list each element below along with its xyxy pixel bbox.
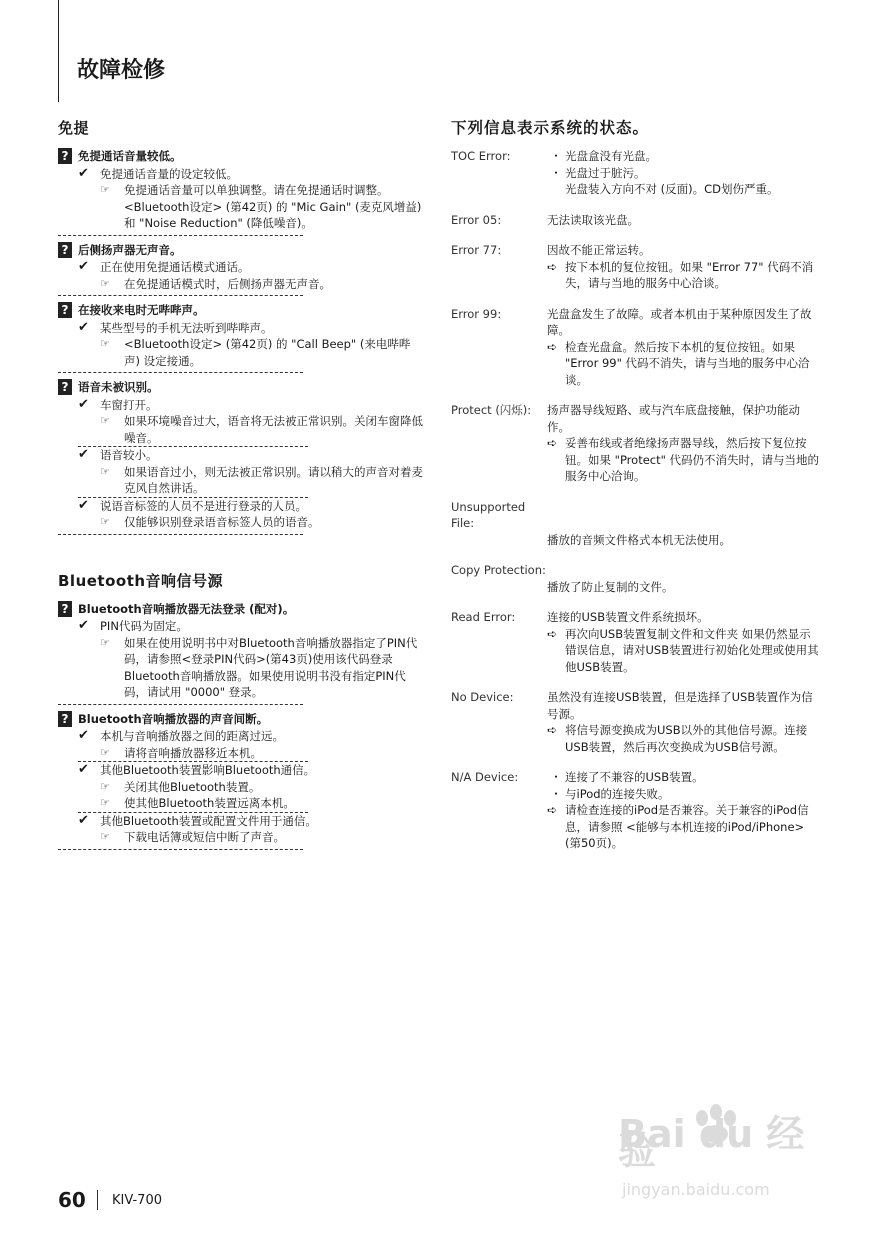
bullet-icon: ・ <box>550 165 562 180</box>
problem-heading <box>58 242 428 259</box>
problem-title: 免提通话音量较低。 <box>78 149 182 163</box>
problem-divider <box>58 531 303 535</box>
cause-row <box>58 728 428 745</box>
message-text: 光盘盒发生了故障。或者本机由于某种原因发生了故障。 <box>547 306 812 337</box>
hand-pointer-icon: ☞ <box>100 183 110 196</box>
remedy-text: 关闭其他Bluetooth装置。 <box>124 779 261 794</box>
question-icon: ? <box>58 379 72 395</box>
cause-text: 本机与音响播放器之间的距离过远。 <box>100 729 284 743</box>
problem-divider <box>58 846 303 850</box>
section-title-handsfree: 免提 <box>58 119 90 137</box>
cause-row <box>58 498 428 515</box>
remedy-text: 仅能够识别登录语音标签人员的语音。 <box>124 515 320 529</box>
problem-title: 在接收来电时无哔哔声。 <box>78 303 205 317</box>
cause-row <box>58 447 428 464</box>
question-icon: ? <box>58 601 72 617</box>
bullet-icon: ・ <box>550 149 562 163</box>
cause-text: 说语音标签的人员不是进行登录的人员。 <box>100 498 307 513</box>
status-message <box>451 609 821 675</box>
check-icon: ✔ <box>78 812 89 828</box>
status-message <box>451 242 821 292</box>
section-title-bluetooth-audio: Bluetooth音响信号源 <box>58 571 224 590</box>
remedy-text: 按下本机的复位按钮。如果 "Error 77" 代码不消失，请与当地的服务中心洽谈。 <box>565 259 814 290</box>
problem-title: Bluetooth音响播放器的声音间断。 <box>78 711 269 726</box>
question-icon: ? <box>58 302 72 318</box>
cause-text: 正在使用免提通话模式通话。 <box>100 260 250 274</box>
message-remedy <box>547 802 821 852</box>
remedy-text: 如果语音过小，则无法被正常识别。请以稍大的声音对着麦克风自然讲话。 <box>124 464 423 495</box>
hand-pointer-icon: ☞ <box>100 276 110 290</box>
cause-row <box>58 762 428 779</box>
bullet-text: 与iPod的连接失败。 <box>565 786 670 801</box>
message-code: Unsupported File: <box>451 499 526 530</box>
message-bullet <box>547 786 821 803</box>
bullet-text: 光盘过于脏污。 <box>565 165 646 180</box>
remedy-row <box>58 413 428 446</box>
message-text: 无法读取该光盘。 <box>547 212 639 227</box>
cause-row <box>58 320 428 337</box>
hand-pointer-icon: ☞ <box>100 414 110 427</box>
problem-divider <box>58 701 303 705</box>
message-text: 因故不能正常运转。 <box>547 243 651 257</box>
problem-item <box>58 242 428 297</box>
message-text: 光盘装入方向不对 (反面)。CD划伤严重。 <box>565 182 779 196</box>
problem-item <box>58 601 428 705</box>
status-message-list <box>451 148 821 852</box>
cause-row <box>58 618 428 635</box>
cause-text: 某些型号的手机无法听到哔哔声。 <box>100 320 273 335</box>
message-text: 播放的音频文件格式本机无法使用。 <box>547 532 731 547</box>
question-icon: ? <box>58 148 72 164</box>
status-message <box>451 402 821 485</box>
message-code: TOC Error: <box>451 149 511 163</box>
bullet-icon: ・ <box>550 786 562 801</box>
remedy-row <box>58 779 428 796</box>
message-code: No Device: <box>451 690 514 704</box>
check-icon: ✔ <box>78 319 89 335</box>
remedy-row <box>58 182 428 232</box>
problem-title: 语音未被识别。 <box>78 380 159 394</box>
check-icon: ✔ <box>78 762 89 777</box>
problem-heading <box>58 148 428 165</box>
hand-pointer-icon: ☞ <box>100 830 110 843</box>
problem-heading <box>58 601 428 618</box>
cause-row <box>58 397 428 414</box>
page-number: 60 <box>58 1188 86 1212</box>
remedy-text: 检查光盘盒。然后按下本机的复位按钮。如果 "Error 99" 代码不消失，请与当地的服务中心洽谈。 <box>565 339 810 387</box>
problem-item <box>58 379 428 535</box>
question-icon: ? <box>58 711 72 727</box>
arrow-icon: ➪ <box>547 803 558 817</box>
watermark-url: jingyan.baidu.com <box>622 1180 770 1199</box>
status-message <box>451 212 821 229</box>
section-title-system-status: 下列信息表示系统的状态。 <box>451 119 650 137</box>
problem-heading <box>58 302 428 319</box>
message-bullet <box>547 148 821 165</box>
remedy-row <box>58 514 428 531</box>
remedy-text: 如果环境噪音过大，语音将无法被正常识别。关闭车窗降低噪音。 <box>124 414 423 445</box>
check-icon: ✔ <box>78 728 89 743</box>
message-remedy <box>547 626 821 676</box>
handsfree-problem-list <box>58 148 428 535</box>
problem-divider <box>58 369 303 373</box>
status-message <box>451 562 821 595</box>
message-body <box>547 148 821 198</box>
watermark-brand: Bai du 经验 <box>618 1112 805 1173</box>
arrow-icon: ➪ <box>547 339 558 354</box>
message-code: Protect (闪烁): <box>451 403 532 417</box>
problem-title: Bluetooth音响播放器无法登录 (配对)。 <box>78 601 295 616</box>
footer-divider <box>97 1190 98 1210</box>
arrow-icon: ➪ <box>547 259 558 274</box>
cause-row <box>58 259 428 276</box>
message-body <box>547 689 821 755</box>
right-column <box>451 118 821 866</box>
remedy-text: 使其他Bluetooth装置远离本机。 <box>124 796 295 810</box>
remedy-text: 请检查连接的iPod是否兼容。关于兼容的iPod信息，请参照 <能够与本机连接的iPod/iPhone> (第50页)。 <box>565 803 809 850</box>
message-text: 播放了防止复制的文件。 <box>547 579 674 594</box>
message-body <box>547 212 821 229</box>
problem-item <box>58 302 428 373</box>
cause-row <box>58 166 428 183</box>
message-code: Error 99: <box>451 306 502 321</box>
message-text: 扬声器导线短路、或与汽车底盘接触，保护功能动作。 <box>547 403 800 434</box>
hand-pointer-icon: ☞ <box>100 779 110 793</box>
bullet-icon: ・ <box>550 770 562 784</box>
problem-heading <box>58 379 428 396</box>
message-remedy <box>547 435 821 485</box>
remedy-row <box>58 745 428 762</box>
check-icon: ✔ <box>78 497 89 513</box>
remedy-text: 免提通话音量可以单独调整。请在免提通话时调整。<Bluetooth设定> (第42页) 的 "Mic Gain" (麦克风增益) 和 "Noise Reduction" (降低噪音)。 <box>124 183 422 230</box>
message-bullet <box>547 769 821 786</box>
message-body <box>547 609 821 675</box>
message-text: 虽然没有连接USB装置，但是选择了USB装置作为信号源。 <box>547 690 813 721</box>
watermark <box>618 1104 828 1214</box>
message-body <box>547 306 821 389</box>
cause-text: 其他Bluetooth装置或配置文件用于通信。 <box>100 813 317 828</box>
arrow-icon: ➪ <box>547 626 558 641</box>
remedy-text: 妥善布线或者绝缘扬声器导线，然后按下复位按钮。如果 "Protect" 代码仍不消失时，请与当地的服务中心洽询。 <box>565 436 820 483</box>
status-message <box>451 499 821 549</box>
message-code: N/A Device: <box>451 770 519 784</box>
problem-divider <box>58 292 303 296</box>
message-code: Read Error: <box>451 610 516 624</box>
page-title: 故障检修 <box>77 58 166 83</box>
cause-text: 其他Bluetooth装置影响Bluetooth通信。 <box>100 763 316 777</box>
remedy-text: 将信号源变换成为USB以外的其他信号源。连接USB装置，然后再次变换成为USB信号源。 <box>565 723 808 754</box>
message-text: 连接的USB装置文件系统损坏。 <box>547 610 709 624</box>
check-icon: ✔ <box>78 259 89 274</box>
remedy-text: 再次向USB装置复制文件和文件夹 如果仍然显示错误信息，请对USB装置进行初始化处理或使用其他USB装置。 <box>565 626 819 674</box>
cause-text: 语音较小。 <box>100 448 158 462</box>
message-remedy <box>547 339 821 389</box>
status-message <box>451 689 821 755</box>
check-icon: ✔ <box>78 447 89 462</box>
bluetooth-audio-problem-list <box>58 601 428 850</box>
message-body <box>547 532 822 549</box>
status-message <box>451 306 821 389</box>
check-icon: ✔ <box>78 618 89 633</box>
remedy-text: 下载电话簿或短信中断了声音。 <box>124 830 285 844</box>
message-code: Error 05: <box>451 212 502 227</box>
message-remedy <box>547 259 821 292</box>
bullet-text: 光盘盒没有光盘。 <box>565 149 657 163</box>
remedy-row <box>58 635 428 701</box>
header-rule <box>58 0 59 102</box>
problem-divider <box>58 232 303 236</box>
check-icon: ✔ <box>78 396 89 412</box>
cause-row <box>58 813 428 830</box>
problem-item <box>58 711 428 850</box>
status-message <box>451 148 821 198</box>
hand-pointer-icon: ☞ <box>100 796 110 809</box>
remedy-row <box>58 464 428 497</box>
hand-pointer-icon: ☞ <box>100 337 110 350</box>
message-body <box>547 579 822 596</box>
hand-pointer-icon: ☞ <box>100 635 110 649</box>
problem-item <box>58 148 428 236</box>
remedy-row <box>58 336 428 369</box>
remedy-text: 请将音响播放器移近本机。 <box>124 745 262 760</box>
left-column <box>58 118 428 856</box>
status-message <box>451 769 821 852</box>
cause-text: PIN代码为固定。 <box>100 619 188 633</box>
hand-pointer-icon: ☞ <box>100 515 110 528</box>
cause-text: 车窗打开。 <box>100 397 158 412</box>
check-icon: ✔ <box>78 165 89 181</box>
model-name: KIV-700 <box>112 1193 162 1208</box>
arrow-icon: ➪ <box>547 436 558 450</box>
remedy-text: 在免提通话模式时，后侧扬声器无声音。 <box>124 276 331 291</box>
message-body <box>547 769 821 852</box>
arrow-icon: ➪ <box>547 723 558 737</box>
cause-text: 免提通话音量的设定较低。 <box>100 166 238 181</box>
bullet-text: 连接了不兼容的USB装置。 <box>565 770 704 784</box>
message-code: Error 77: <box>451 243 502 257</box>
remedy-row <box>58 829 428 846</box>
remedy-text: 如果在使用说明书中对Bluetooth音响播放器指定了PIN代码，请参照<登录PIN代码>(第43页)使用该代码登录Bluetooth音响播放器。如果使用说明书没有指定PIN代码，请试用 "0000" 登录。 <box>124 635 418 699</box>
message-remedy <box>547 722 821 755</box>
message-bullet <box>547 165 821 182</box>
remedy-row <box>58 795 428 812</box>
message-body <box>547 242 821 292</box>
question-icon: ? <box>58 242 72 258</box>
remedy-text: <Bluetooth设定> (第42页) 的 "Call Beep" (来电哔哔声) 设定接通。 <box>124 337 411 368</box>
message-body <box>547 402 821 485</box>
remedy-row <box>58 276 428 293</box>
problem-title: 后侧扬声器无声音。 <box>78 242 182 257</box>
hand-pointer-icon: ☞ <box>100 464 110 478</box>
hand-pointer-icon: ☞ <box>100 745 110 759</box>
problem-heading <box>58 711 428 728</box>
message-code: Copy Protection: <box>451 563 546 577</box>
